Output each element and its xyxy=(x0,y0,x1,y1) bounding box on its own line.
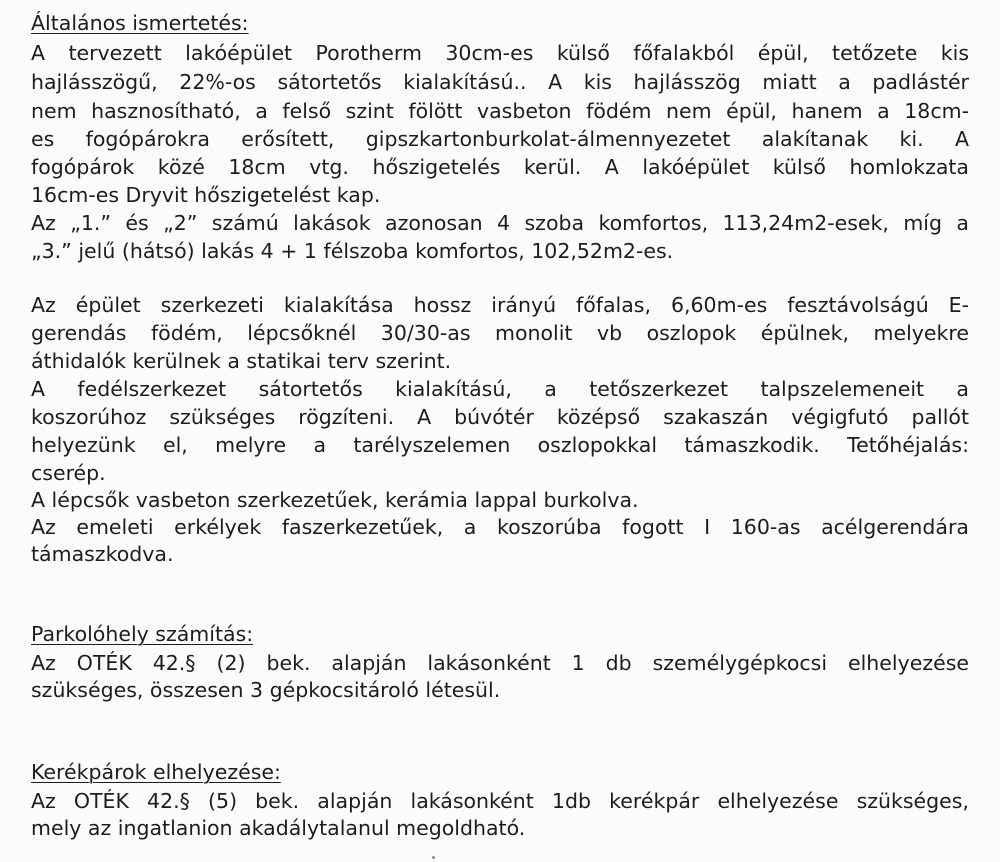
paragraph-line: A tervezett lakóépület Porotherm 30cm-es külső főfalakból épül, tetőzete kis xyxy=(31,41,969,65)
paragraph-line: Az „1.” és „2” számú lakások azonosan 4 szoba komfortos, 113,24m2-esek, míg a xyxy=(31,211,969,235)
paragraph-line: Az OTÉK 42.§ (2) bek. alapján lakásonként 1 db személygépkocsi elhelyezése xyxy=(31,651,969,675)
scan-speck xyxy=(432,856,435,859)
paragraph-line: nem hasznosítható, a felső szint fölött vasbeton födém nem épül, hanem a 18cm- xyxy=(31,99,969,123)
paragraph-line: gerendás födém, lépcsőknél 30/30-as monolit vb oszlopok épülnek, melyekre xyxy=(31,321,969,345)
paragraph-line: szükséges, összesen 3 gépkocsitároló létesül. xyxy=(31,678,501,702)
paragraph-line: A fedélszerkezet sátortetős kialakítású, a tetőszerkezet talpszelemeneit a xyxy=(31,377,969,401)
paragraph-line: hajlásszögű, 22%-os sátortetős kialakítású.. A kis hajlásszög miatt a padlástér xyxy=(31,70,969,94)
paragraph-line: áthidalók kerülnek a statikai terv szerint. xyxy=(31,349,452,373)
paragraph-line: támaszkodva. xyxy=(31,542,174,566)
paragraph-line: koszorúhoz szükséges rögzíteni. A búvótér középső szakaszán végigfutó pallót xyxy=(31,405,969,429)
paragraph-line: helyezünk el, melyre a tarélyszelemen oszlopokkal támaszkodik. Tetőhéjalás: xyxy=(31,433,969,457)
paragraph-line: Az emeleti erkélyek faszerkezetűek, a koszorúba fogott I 160-as acélgerendára xyxy=(31,515,969,539)
paragraph-line: mely az ingatlanion akadálytalanul megoldható. xyxy=(31,816,526,840)
paragraph-line: Az OTÉK 42.§ (5) bek. alapján lakásonként 1db kerékpár elhelyezése szükséges, xyxy=(31,789,969,813)
section-heading-parking: Parkolóhely számítás: xyxy=(31,622,254,646)
section-heading-bicycles: Kerékpárok elhelyezése: xyxy=(31,760,281,784)
section-heading-general: Általános ismertetés: xyxy=(31,11,249,35)
paragraph-line: cserép. xyxy=(31,461,106,485)
paragraph-line: A lépcsők vasbeton szerkezetűek, kerámia lappal burkolva. xyxy=(31,488,639,512)
paragraph-line: 16cm-es Dryvit hőszigetelést kap. xyxy=(31,183,381,207)
paragraph-line: es fogópárokra erősített, gipszkartonburkolat-álmennyezetet alakítanak ki. A xyxy=(31,127,969,151)
paragraph-line: Az épület szerkezeti kialakítása hossz irányú főfalas, 6,60m-es fesztávolságú E- xyxy=(31,293,969,317)
paragraph-line: „3.” jelű (hátsó) lakás 4 + 1 félszoba komfortos, 102,52m2-es. xyxy=(31,239,674,263)
paragraph-line: fogópárok közé 18cm vtg. hőszigetelés kerül. A lakóépület külső homlokzata xyxy=(31,155,969,179)
